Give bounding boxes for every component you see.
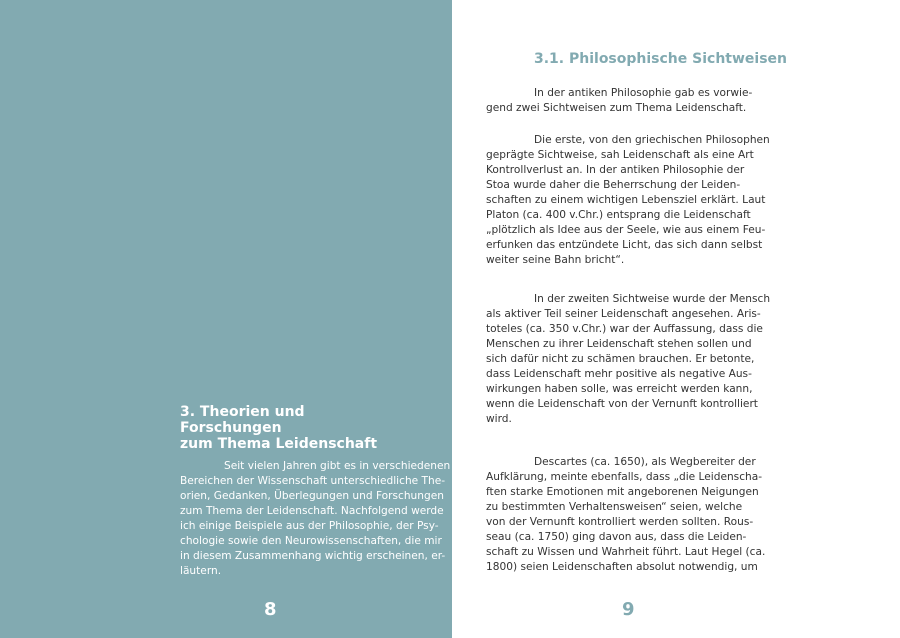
text-line: zu bestimmten Verhaltensweisen“ seien, welche [486,501,743,513]
text-line: Stoa wurde daher die Beherrschung der Leiden- [486,179,741,191]
section-heading: 3.1. Philosophische Sichtweisen [534,51,788,67]
text-line: seau (ca. 1750) ging davon aus, dass die Leiden- [486,531,747,543]
text-line: Seit vielen Jahren gibt es in verschiedenen [224,460,451,472]
text-line: toteles (ca. 350 v.Chr.) war der Auffassung, dass die [486,323,763,335]
text-line: schaften zu einem wichtigen Lebensziel erklärt. Laut [486,194,766,206]
text-line: ften starke Emotionen mit angeborenen Neigungen [486,486,759,498]
text-line: ich einige Beispiele aus der Philosophie, der Psy- [180,520,439,532]
text-line: von der Vernunft kontrolliert werden sollten. Rous- [486,516,754,528]
text-line: In der zweiten Sichtweise wurde der Mensch [534,293,771,305]
text-line: erfunken das entzündete Licht, das sich dann selbst [486,239,763,251]
text-line: 1800) seien Leidenschaften absolut notwendig, um [486,561,758,573]
text-line: dass Leidenschaft mehr positive als negative Aus- [486,368,752,380]
chapter-heading-line: zum Thema Leidenschaft [180,436,378,452]
text-line: wirkungen haben solle, was erreicht werden kann, [486,383,753,395]
text-line: zum Thema der Leidenschaft. Nachfolgend werde [180,505,444,517]
paragraph [486,455,768,575]
text-line: Menschen zu ihrer Leidenschaft stehen sollen und [486,338,752,350]
text-line: chologie sowie den Neurowissenschaften, die mir [180,535,442,547]
text-line: Descartes (ca. 1650), als Wegbereiter der [534,456,756,468]
text-line: Bereichen der Wissenschaft unterschiedliche The- [180,475,446,487]
paragraph [486,133,768,268]
text-line: Aufklärung, meinte ebenfalls, dass „die Leidenscha- [486,471,763,483]
text-line: Platon (ca. 400 v.Chr.) entsprang die Leidenschaft [486,209,751,221]
text-line: In der antiken Philosophie gab es vorwie- [534,87,753,99]
text-line: schaft zu Wissen und Wahrheit führt. Laut Hegel (ca. [486,546,766,558]
paragraph [486,86,768,116]
text-line: orien, Gedanken, Überlegungen und Forschungen [180,490,444,502]
text-line: läutern. [180,565,222,577]
text-line: „plötzlich als Idee aus der Seele, wie aus einem Feu- [486,224,766,236]
page-number: 8 [264,599,277,620]
text-line: weiter seine Bahn bricht“. [486,254,625,266]
text-line: als aktiver Teil seiner Leidenschaft angesehen. Aris- [486,308,761,320]
text-line: wird. [486,413,512,425]
chapter-intro-paragraph [180,459,451,579]
text-line: gend zwei Sichtweisen zum Thema Leidenschaft. [486,102,747,114]
chapter-heading-line: 3. Theorien und Forschungen [180,404,305,436]
chapter-heading [180,404,410,452]
text-line: in diesem Zusammenhang wichtig erscheinen, er- [180,550,446,562]
page-number: 9 [622,599,635,620]
text-line: Kontrollverlust an. In der antiken Philosophie der [486,164,745,176]
paragraph [486,292,771,427]
text-line: Die erste, von den griechischen Philosophen [534,134,770,146]
text-line: wenn die Leidenschaft von der Vernunft kontrolliert [486,398,758,410]
text-line: sich dafür nicht zu schämen brauchen. Er betonte, [486,353,755,365]
text-line: geprägte Sichtweise, sah Leidenschaft als eine Art [486,149,754,161]
